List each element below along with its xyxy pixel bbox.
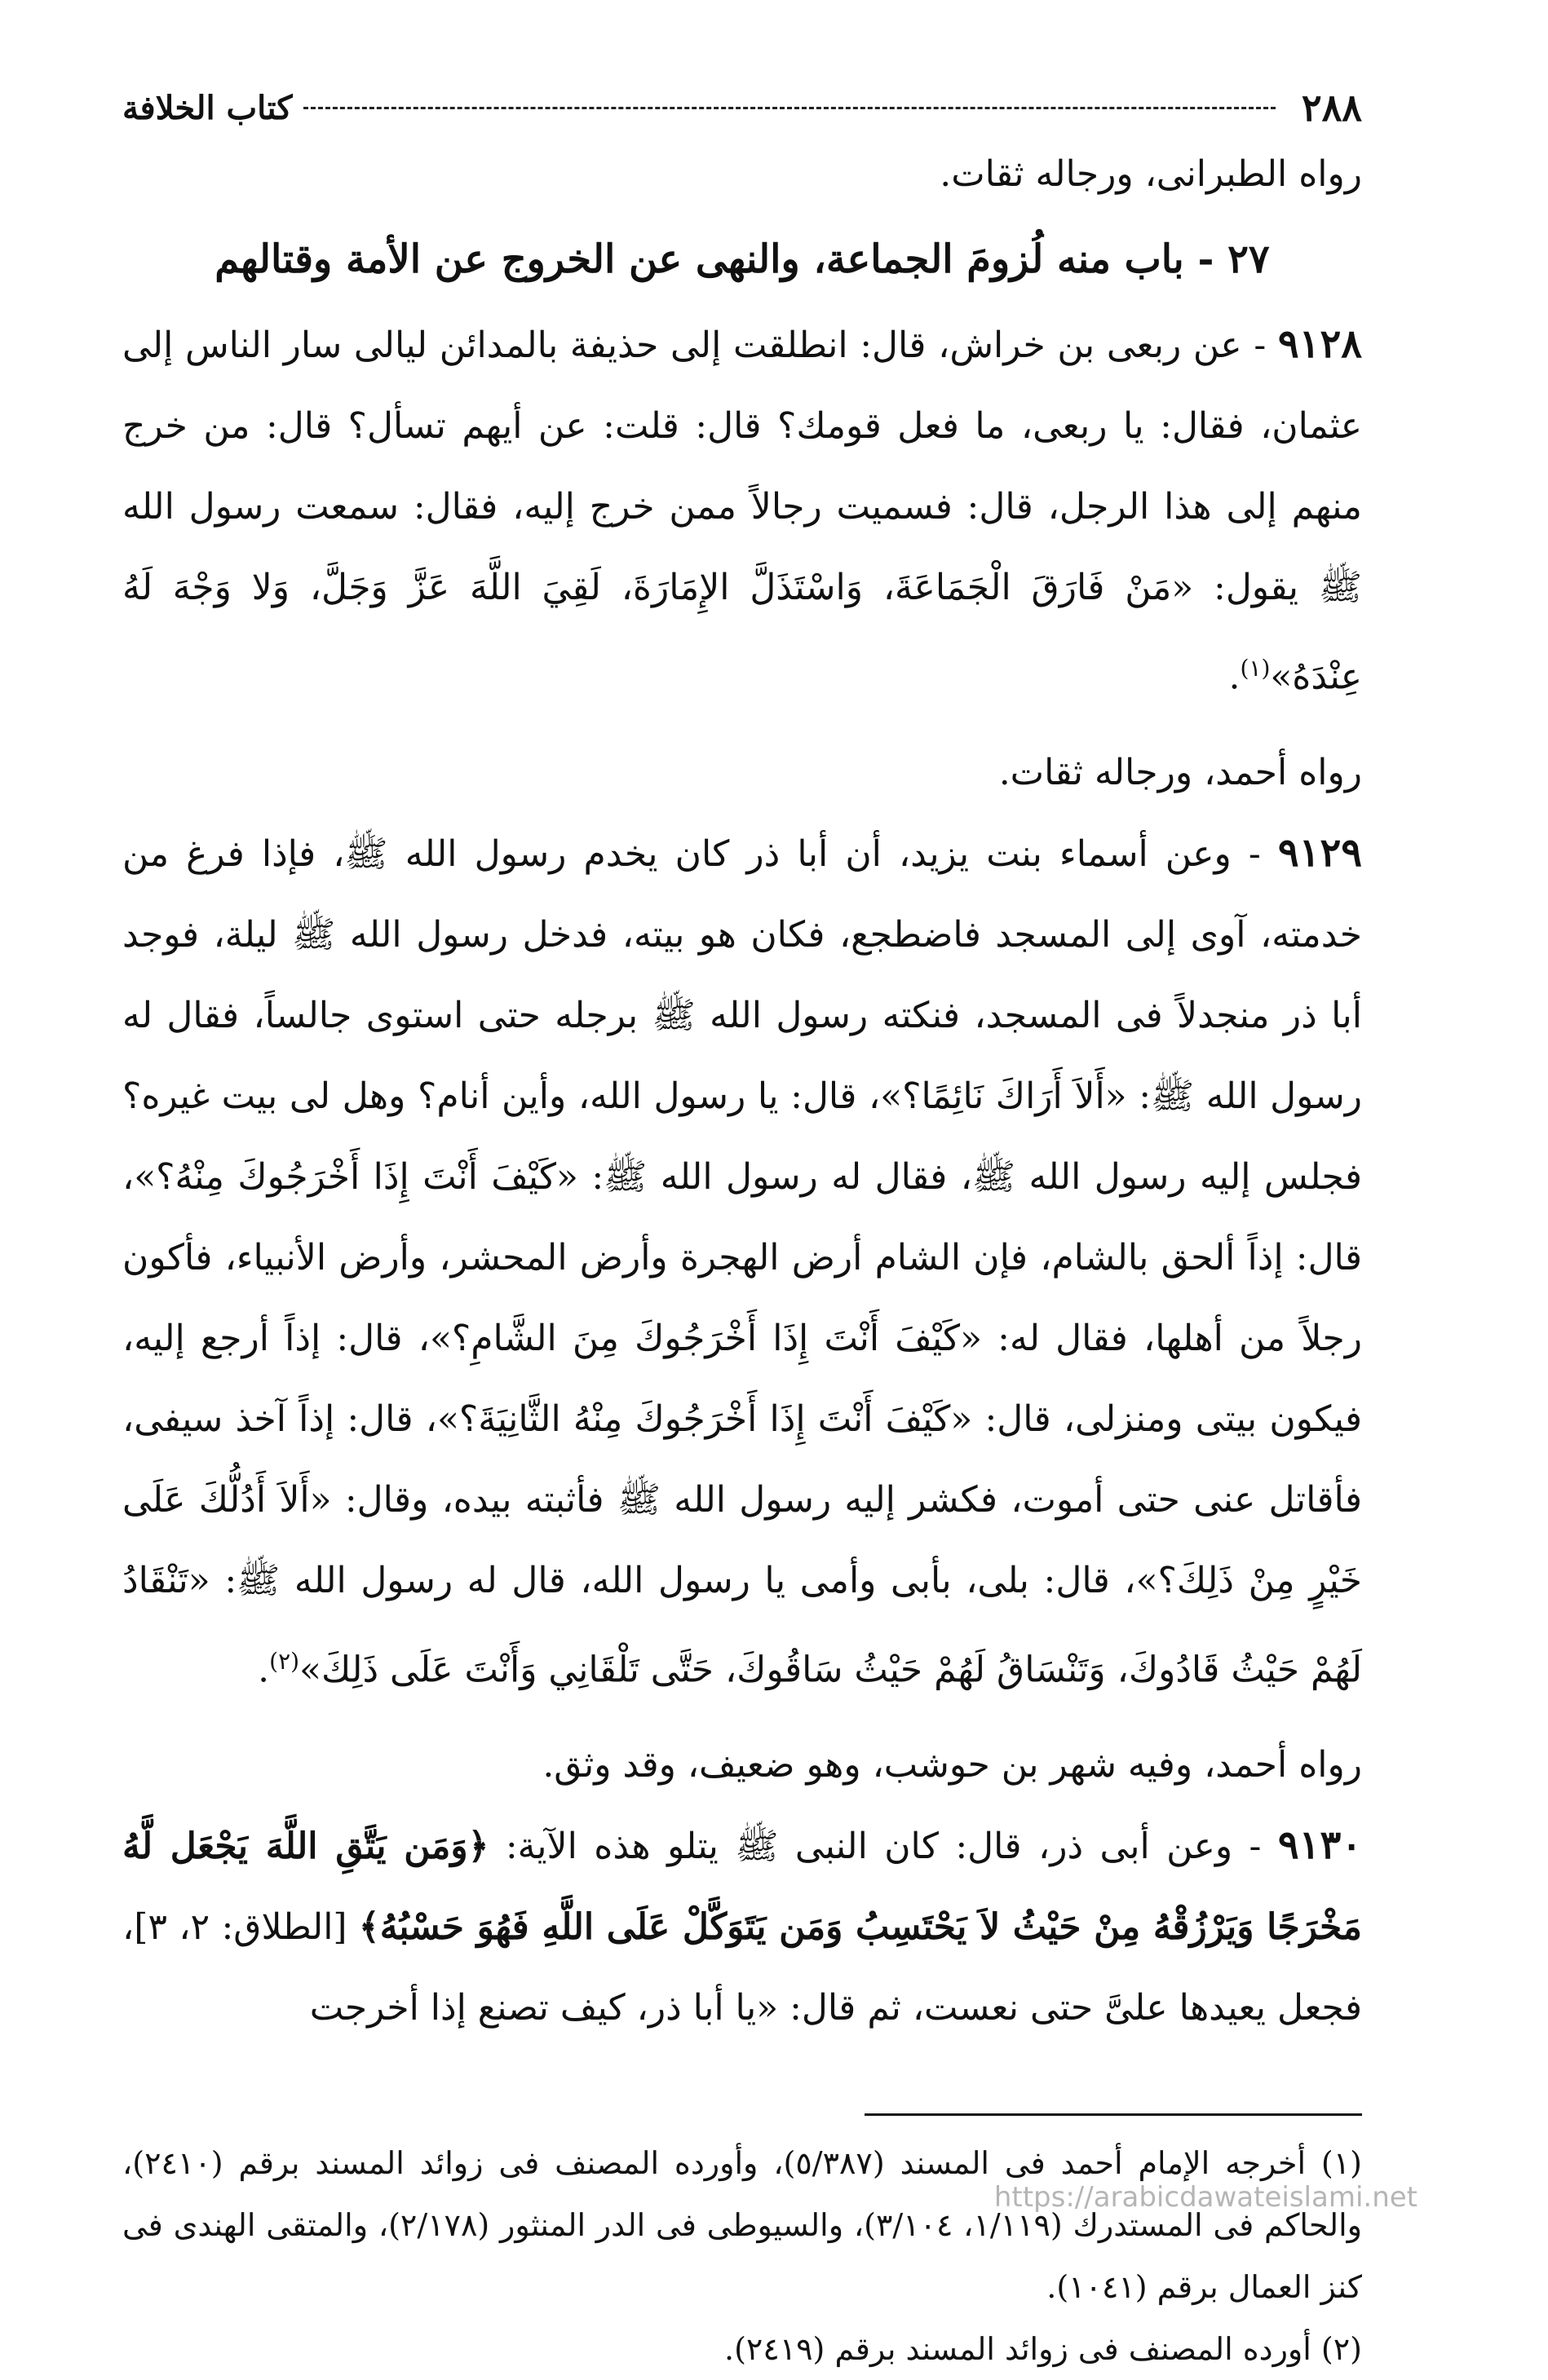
hadith-text: - عن ربعى بن خراش، قال: انطلقت إلى حذيفة بالمدائن ليالى سار الناس إلى عثمان، فقال: يا ربعى، ما فعل قومك؟ قال: قلت: عن أيهم تسأل؟ قال: من خرج منهم إلى هذا الرجل، قال: فسميت رجالاً ممن خرج إليه، فقال: سمعت رسول الله ﷺ يقول: «مَنْ فَارَقَ الْجَمَاعَةَ، وَاسْتَذَلَّ الإِمَارَةَ، لَقِيَ اللَّهَ عَزَّ وَجَلَّ، وَلا وَجْهَ لَهُ عِنْدَهُ» bbox=[122, 325, 1362, 698]
footnote-separator bbox=[865, 2113, 1362, 2116]
document-page bbox=[122, 82, 1362, 2380]
header-dashed-rule bbox=[303, 107, 1275, 109]
source-note-9129: رواه أحمد، وفيه شهر بن حوشب، وهو ضعيف، وقد وثق. bbox=[542, 1744, 1362, 1786]
footnote-ref-1: (١) bbox=[1240, 655, 1271, 682]
hadith-end: . bbox=[258, 1649, 270, 1691]
hadith-text-rest: [الطلاق: ٢، ٣]، فجعل يعيدها علىَّ حتى نعست، ثم قال: «يا أبا ذر، كيف تصنع إذا أخرجت bbox=[122, 1906, 1362, 2029]
source-note-9128: رواه أحمد، ورجاله ثقات. bbox=[998, 751, 1362, 793]
chapter-heading: ٢٧ - باب منه لُزومَ الجماعة، والنهى عن الخروج عن الأمة وقتالهم bbox=[215, 236, 1270, 282]
footnote-ref-2: (٢) bbox=[269, 1647, 300, 1675]
running-header bbox=[122, 82, 1362, 134]
hadith-number: ٩١٢٩ bbox=[1277, 829, 1362, 876]
hadith-number: ٩١٣٠ bbox=[1277, 1822, 1362, 1869]
footnote-2: (٢) أورده المصنف فى زوائد المسند برقم (٢٤١٩). bbox=[724, 2331, 1362, 2368]
watermark-url: https://arabicdawateislami.net bbox=[993, 2181, 1418, 2214]
hadith-text: - وعن أسماء بنت يزيد، أن أبا ذر كان يخدم رسول الله ﷺ، فإذا فرغ من خدمته، آوى إلى المسجد فاضطجع، فكان هو بيته، فدخل رسول الله ﷺ ليلة، فوجد أبا ذر منجدلاً فى المسجد، فنكته رسول الله ﷺ برجله حتى استوى جالساً، فقال له رسول الله ﷺ: «أَلاَ أَرَاكَ نَائِمًا؟»، قال: يا رسول الله، وأين أنام؟ وهل لى بيت غيره؟ فجلس إليه رسول الله ﷺ، فقال له رسول الله ﷺ: «كَيْفَ أَنْتَ إِذَا أَخْرَجُوكَ مِنْهُ؟»، قال: إذاً ألحق بالشام، فإن الشام أرض الهجرة وأرض المحشر، وأرض الأنبياء، فأكون رجلاً من أهلها، فقال له: «كَيْفَ أَنْتَ إِذَا أَخْرَجُوكَ مِنَ الشَّامِ؟»، قال: إذاً أرجع إليه، فيكون بيتى ومنزلى، قال: «كَيْفَ أَنْتَ إِذَا أَخْرَجُوكَ مِنْهُ الثَّانِيَةَ؟»، قال: إذاً آخذ سيفى، فأقاتل عنى حتى أموت، فكشر إليه رسول الله ﷺ فأثبته بيده، وقال: «أَلاَ أَدُلُّكَ عَلَى خَيْرٍ مِنْ ذَلِكَ؟»، قال: بلى، بأبى وأمى يا رسول الله، قال له رسول الله ﷺ: «تَنْقَادُ لَهُمْ حَيْثُ قَادُوكَ، وَتَنْسَاقُ لَهُمْ حَيْثُ سَاقُوكَ، حَتَّى تَلْقَانِي وَأَنْتَ عَلَى ذَلِكَ» bbox=[122, 832, 1363, 1691]
source-note-previous: رواه الطبرانى، ورجاله ثقات. bbox=[940, 153, 1362, 195]
hadith-9129 bbox=[122, 813, 1362, 1711]
hadith-text: - وعن أبى ذر، قال: كان النبى ﷺ يتلو هذه الآية: bbox=[489, 1826, 1278, 1868]
footnote-1: (١) أخرجه الإمام أحمد فى المسند (٥/٣٨٧)، وأورده المصنف فى زوائد المسند برقم (٢٤١٠)، والحاكم فى المستدرك (١/١١٩، ٣/١٠٤)، والسيوطى فى الدر المنثور (٢/١٧٨)، والمتقى الهندى فى كنز العمال برقم (١٠٤١). bbox=[122, 2145, 1362, 2306]
hadith-end: . bbox=[1228, 656, 1241, 698]
page-number: ٢٨٨ bbox=[1301, 86, 1362, 130]
hadith-9128 bbox=[122, 304, 1362, 718]
hadith-9130 bbox=[122, 1805, 1362, 2048]
quran-verse: ﴿وَمَن يَتَّقِ اللَّهَ يَجْعَل لَّهُ مَخْرَجًا وَيَرْزُقْهُ مِنْ حَيْثُ لاَ يَحْتَسِبُ وَمَن يَتَوَكَّلْ عَلَى اللَّهِ فَهُوَ حَسْبُهُ﴾ bbox=[122, 1826, 1362, 1949]
hadith-number: ٩١٢٨ bbox=[1277, 321, 1362, 367]
book-title: كتاب الخلافة bbox=[122, 88, 293, 127]
